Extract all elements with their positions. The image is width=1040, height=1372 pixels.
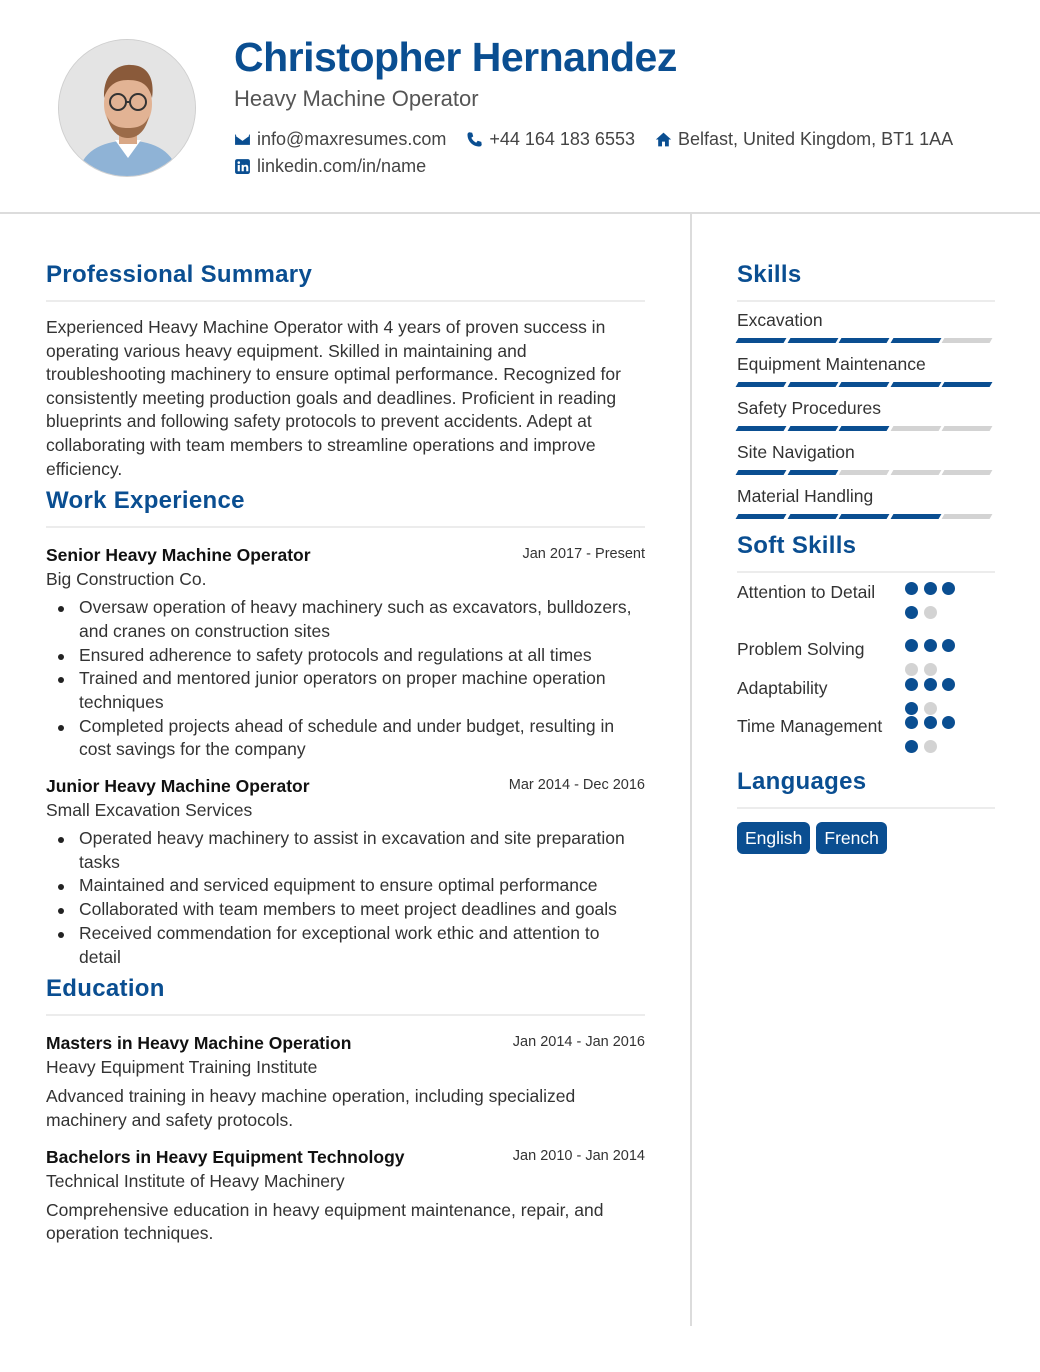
skills-list	[737, 309, 995, 519]
job-date: Mar 2014 - Dec 2016	[508, 777, 645, 794]
job-bullets	[46, 827, 645, 969]
rating-dot-filled	[905, 606, 918, 619]
school: Heavy Equipment Training Institute	[46, 1057, 318, 1078]
skill-segment-filled	[736, 382, 787, 387]
rating-dot-empty	[924, 740, 937, 753]
soft-skill-item	[737, 677, 995, 707]
skill-segment-filled	[839, 514, 890, 519]
contact-row	[234, 129, 973, 150]
skill-name: Site Navigation	[737, 442, 855, 462]
rating-dot-filled	[905, 678, 918, 691]
rating-dot-filled	[942, 639, 955, 652]
skill-segment-filled	[787, 470, 838, 475]
job-bullet: Received commendation for exceptional work ethic and attention to detail	[79, 922, 645, 969]
rating-dot-filled	[924, 639, 937, 652]
rating-dot-filled	[942, 716, 955, 729]
section-divider	[46, 1014, 645, 1016]
skill-segment-empty	[839, 470, 890, 475]
home-icon	[655, 131, 672, 148]
skill-level-bar	[737, 470, 995, 475]
job-bullet: Operated heavy machinery to assist in excavation and site preparation tasks	[79, 827, 645, 874]
skill-segment-filled	[890, 338, 941, 343]
skill-segment-filled	[736, 338, 787, 343]
skills-heading: Skills	[737, 261, 802, 288]
skill-segment-empty	[942, 338, 993, 343]
phone-text: +44 164 183 6553	[489, 129, 635, 149]
main-column	[46, 258, 645, 1246]
soft-skills-section	[737, 529, 995, 764]
education-description: Advanced training in heavy machine operation, including specialized machinery and safety protocols.	[46, 1086, 576, 1130]
languages-list	[737, 822, 995, 854]
job-role: Junior Heavy Machine Operator	[46, 776, 310, 797]
resume-header	[0, 0, 1040, 214]
rating-dot-filled	[905, 740, 918, 753]
job-company: Big Construction Co.	[46, 569, 207, 590]
contact-row-2	[234, 156, 446, 177]
linkedin-text: linkedin.com/in/name	[257, 156, 427, 176]
rating-dot-empty	[905, 663, 918, 676]
experience-section	[46, 484, 645, 969]
soft-skill-rating	[905, 638, 977, 669]
contact-linkedin[interactable]	[234, 156, 426, 177]
languages-heading: Languages	[737, 768, 867, 795]
phone-icon	[466, 131, 483, 148]
contact-location	[655, 129, 953, 150]
language-badge: English	[737, 822, 810, 854]
soft-skill-item	[737, 715, 995, 764]
section-divider	[737, 300, 995, 302]
section-divider	[737, 571, 995, 573]
soft-skill-item	[737, 581, 995, 630]
education-heading: Education	[46, 975, 165, 1003]
job-role: Senior Heavy Machine Operator	[46, 545, 311, 566]
rating-dot-filled	[942, 582, 955, 595]
school: Technical Institute of Heavy Machinery	[46, 1170, 345, 1191]
soft-skill-rating	[905, 715, 977, 764]
section-divider	[46, 300, 645, 302]
rating-dot-filled	[942, 678, 955, 691]
education-entry	[46, 1031, 645, 1132]
job-bullet: Completed projects ahead of schedule and under budget, resulting in cost savings for the company	[79, 715, 645, 762]
job-bullet: Oversaw operation of heavy machinery such as excavators, bulldozers, and cranes on construction sites	[79, 596, 645, 643]
education-date: Jan 2010 - Jan 2014	[512, 1147, 645, 1164]
soft-skill-rating	[905, 677, 977, 707]
skill-segment-empty	[942, 470, 993, 475]
skill-name: Excavation	[737, 310, 823, 330]
skill-item	[737, 353, 995, 387]
section-divider	[46, 526, 645, 528]
skill-level-bar	[737, 426, 995, 431]
skill-item	[737, 485, 995, 519]
skill-segment-filled	[890, 514, 941, 519]
education-section	[46, 972, 645, 1246]
skill-segment-filled	[787, 382, 838, 387]
degree: Masters in Heavy Machine Operation	[46, 1033, 352, 1054]
soft-skill-item	[737, 638, 995, 669]
soft-skills-list	[737, 581, 995, 764]
candidate-name: Christopher Hernandez	[234, 34, 677, 80]
experience-heading: Work Experience	[46, 487, 245, 515]
soft-skill-name: Problem Solving	[737, 639, 865, 659]
skill-segment-filled	[787, 514, 838, 519]
job-bullet: Trained and mentored junior operators on proper machine operation techniques	[79, 667, 645, 714]
email-text: info@maxresumes.com	[257, 129, 447, 149]
section-divider	[737, 807, 995, 809]
skill-level-bar	[737, 382, 995, 387]
candidate-title: Heavy Machine Operator	[234, 86, 479, 111]
skill-segment-filled	[787, 426, 838, 431]
skill-segment-filled	[839, 338, 890, 343]
job-entry	[46, 774, 645, 969]
language-badge: French	[816, 822, 886, 854]
envelope-icon	[234, 131, 251, 148]
skill-name: Material Handling	[737, 486, 874, 506]
skill-segment-filled	[890, 382, 941, 387]
skill-segment-filled	[839, 426, 890, 431]
job-date: Jan 2017 - Present	[522, 546, 645, 563]
skill-segment-empty	[890, 470, 941, 475]
rating-dot-empty	[924, 606, 937, 619]
education-entry	[46, 1145, 645, 1246]
education-date: Jan 2014 - Jan 2016	[512, 1034, 645, 1051]
skill-segment-empty	[942, 514, 993, 519]
skill-level-bar	[737, 338, 995, 343]
contact-phone[interactable]	[466, 129, 635, 150]
skill-segment-empty	[890, 426, 941, 431]
skill-item	[737, 309, 995, 343]
rating-dot-filled	[905, 582, 918, 595]
summary-heading: Professional Summary	[46, 261, 313, 288]
rating-dot-filled	[924, 678, 937, 691]
languages-section	[737, 765, 995, 854]
skill-segment-filled	[736, 514, 787, 519]
linkedin-icon	[234, 158, 251, 175]
rating-dot-empty	[924, 702, 937, 715]
summary-text: Experienced Heavy Machine Operator with 4 years of proven success in operating various heavy equipment. Skilled in maintaining and troubleshooting machinery to ensure optimal performance. Recognized for consistently meeting production goals and deadlines. Proficient in reading blueprints and following safety protocols to prevent accidents. Adept at collaborating with team members to streamline operations and improve efficiency.	[46, 317, 621, 479]
rating-dot-filled	[905, 716, 918, 729]
side-column	[737, 258, 995, 854]
summary-section	[46, 258, 645, 481]
soft-skills-heading: Soft Skills	[737, 532, 857, 559]
skill-segment-filled	[942, 382, 993, 387]
skills-section	[737, 258, 995, 519]
skill-segment-filled	[736, 426, 787, 431]
soft-skill-name: Attention to Detail	[737, 582, 876, 602]
soft-skill-name: Time Management	[737, 716, 883, 736]
skill-item	[737, 441, 995, 475]
rating-dot-empty	[924, 663, 937, 676]
rating-dot-filled	[924, 716, 937, 729]
degree: Bachelors in Heavy Equipment Technology	[46, 1146, 405, 1167]
profile-photo	[58, 39, 196, 177]
rating-dot-filled	[924, 582, 937, 595]
rating-dot-filled	[905, 639, 918, 652]
location-text: Belfast, United Kingdom, BT1 1AA	[677, 129, 954, 149]
soft-skill-rating	[905, 581, 977, 630]
contact-email[interactable]	[234, 129, 446, 150]
skill-level-bar	[737, 514, 995, 519]
skill-item	[737, 397, 995, 431]
skill-segment-filled	[839, 382, 890, 387]
skill-segment-filled	[787, 338, 838, 343]
education-description: Comprehensive education in heavy equipment maintenance, repair, and operation techniques.	[46, 1199, 604, 1244]
job-bullet: Maintained and serviced equipment to ensure optimal performance	[79, 874, 645, 898]
skill-name: Safety Procedures	[737, 398, 881, 418]
person-icon	[59, 40, 196, 177]
job-bullet: Ensured adherence to safety protocols and regulations at all times	[79, 644, 645, 668]
skill-segment-empty	[942, 426, 993, 431]
rating-dot-filled	[905, 702, 918, 715]
job-entry	[46, 543, 645, 762]
job-company: Small Excavation Services	[46, 800, 253, 821]
skill-name: Equipment Maintenance	[737, 354, 926, 374]
soft-skill-name: Adaptability	[737, 678, 828, 698]
job-bullet: Collaborated with team members to meet project deadlines and goals	[79, 898, 645, 922]
column-divider	[690, 214, 692, 1326]
skill-segment-filled	[736, 470, 787, 475]
job-bullets	[46, 596, 645, 762]
